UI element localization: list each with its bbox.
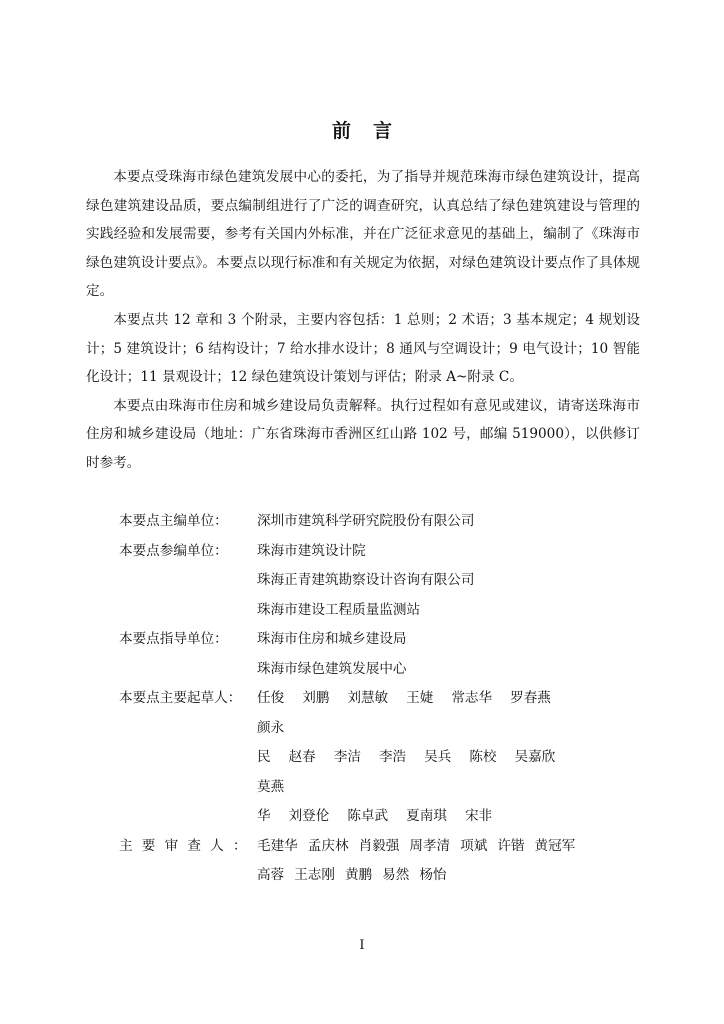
preface-paragraph-2: 本要点共 12 章和 3 个附录，主要内容包括：1 总则；2 术语；3 基本规定；4 规划设计；5 建筑设计；6 结构设计；7 给水排水设计；8 通风与空调设计；9 电气设计；10 智能化设计；11 景观设计；12 绿色建筑设计策划与评估；附录 A~附录 C。 (86, 311, 640, 386)
drafters-list (257, 684, 607, 832)
chief-unit-values (257, 507, 609, 537)
page-title (0, 116, 724, 143)
drafter-name: 任俊 (257, 690, 285, 706)
reviewer-name: 高蓉 (257, 867, 285, 883)
drafters-line (257, 743, 607, 802)
drafter-name: 陈校 (469, 749, 497, 765)
chief-unit-row (119, 507, 609, 537)
drafter-name: 陈卓武 (347, 808, 389, 824)
chief-unit-name: 深圳市建筑科学研究院股份有限公司 (257, 513, 475, 529)
participating-unit-name: 珠海市建设工程质量监测站 (257, 601, 421, 618)
guiding-units-label: 本要点指导单位： (119, 631, 228, 647)
drafters-line (257, 802, 607, 832)
drafters-label: 本要点主要起草人： (119, 690, 242, 706)
drafter-name: 华 (257, 808, 271, 824)
drafter-name: 吴嘉欣 (514, 749, 556, 765)
participating-unit-name: 珠海市建筑设计院 (257, 542, 366, 559)
chief-unit-label: 本要点主编单位： (119, 513, 228, 529)
reviewer-name: 王志刚 (294, 867, 335, 883)
reviewer-name: 杨怡 (419, 867, 447, 883)
drafter-name: 王婕 (406, 690, 434, 706)
drafter-name: 宋非 (464, 808, 493, 824)
guiding-unit-name: 珠海市住房和城乡建设局 (257, 631, 407, 647)
reviewer-name: 易然 (382, 867, 410, 883)
participating-units-values (257, 537, 609, 626)
reviewer-name: 黄鹏 (344, 867, 373, 883)
drafter-name: 吴兵 (424, 749, 452, 765)
reviewers-row (119, 832, 609, 891)
title-char-1: 前 (331, 120, 351, 142)
reviewer-name: 毛建华 (257, 837, 298, 854)
preface-paragraph-3: 本要点由珠海市住房和城乡建设局负责解释。执行过程如有意见或建议，请寄送珠海市住房和城乡建设局（地址：广东省珠海市香洲区红山路 102 号，邮编 519000），以供修订时参考。 (86, 397, 640, 471)
reviewers-list (257, 832, 607, 891)
reviewer-name: 孟庆林 (307, 837, 349, 854)
drafter-name: 莫燕 (257, 778, 285, 795)
preface-paragraph-1: 本要点受珠海市绿色建筑发展中心的委托，为了指导并规范珠海市绿色建筑设计，提高绿色建筑建设品质，要点编制组进行了广泛的调查研究，认真总结了绿色建筑建设与管理的实践经验和发展需要，参考有关国内外标准，并在广泛征求意见的基础上，编制了《珠海市绿色建筑设计要点》。本要点以现行标准和有关规定为依据，对绿色建筑设计要点作了具体规定。 (86, 169, 640, 300)
drafter-name: 赵春 (288, 749, 316, 765)
participating-units-row (119, 537, 609, 626)
drafter-name: 常志华 (451, 690, 493, 706)
reviewers-line (257, 861, 607, 891)
drafter-name: 颜永 (257, 719, 285, 736)
drafter-name: 夏南琪 (406, 808, 447, 824)
preface-body (86, 163, 640, 478)
drafter-name: 李浩 (378, 749, 407, 765)
guiding-units-values (257, 625, 609, 684)
drafter-name: 刘鹏 (302, 690, 330, 706)
drafters-line (257, 684, 607, 743)
drafter-name: 刘登伦 (288, 808, 330, 824)
reviewer-name: 许锴 (497, 837, 525, 854)
page-number: I (359, 938, 365, 953)
drafters-row (119, 684, 609, 832)
drafter-name: 李洁 (333, 749, 361, 765)
guiding-units-row (119, 625, 609, 684)
participating-unit-name: 珠海正青建筑勘察设计咨询有限公司 (257, 572, 475, 588)
participating-units-label: 本要点参编单位： (119, 542, 228, 559)
guiding-unit-name: 珠海市绿色建筑发展中心 (257, 660, 407, 677)
reviewers-label: 主要审查人： (119, 837, 256, 854)
drafter-name: 罗春燕 (510, 690, 551, 706)
reviewer-name: 项斌 (460, 837, 488, 854)
drafter-name: 民 (257, 749, 271, 765)
credits-section (119, 507, 609, 891)
reviewer-name: 肖毅强 (358, 837, 400, 854)
reviewers-line (257, 832, 607, 862)
drafter-name: 刘慧敏 (347, 690, 389, 706)
reviewer-name: 黄冠军 (534, 837, 576, 854)
reviewer-name: 周孝清 (409, 837, 451, 854)
title-char-2: 言 (373, 120, 393, 142)
